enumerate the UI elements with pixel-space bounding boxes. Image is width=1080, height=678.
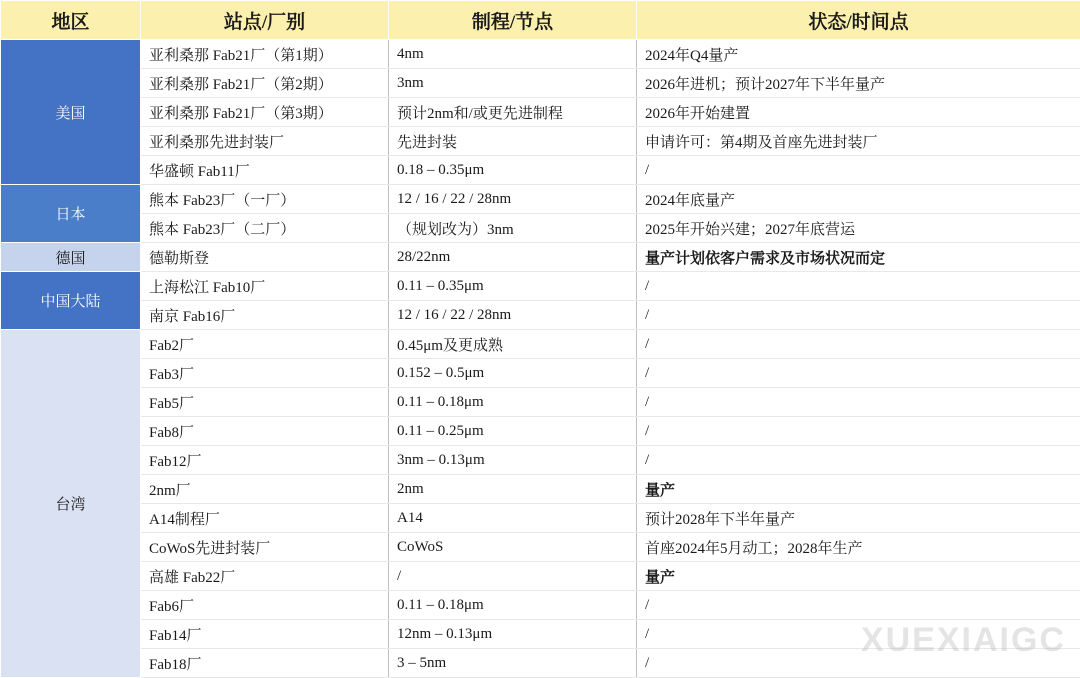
- table-row: [1, 127, 1080, 156]
- region-cell: 中国大陆: [1, 272, 141, 330]
- column-header-status: 状态/时间点: [637, 1, 1080, 40]
- region-cell: 德国: [1, 243, 141, 272]
- table-row: [1, 301, 1080, 330]
- site-cell: Fab3厂: [141, 359, 389, 388]
- table-body: [1, 40, 1080, 678]
- table-row: [1, 214, 1080, 243]
- status-cell: 2026年进机；预计2027年下半年量产: [637, 69, 1080, 98]
- status-cell: /: [637, 272, 1080, 301]
- table-row: [1, 649, 1080, 678]
- site-cell: 上海松江 Fab10厂: [141, 272, 389, 301]
- node-cell: 先进封装: [389, 127, 637, 156]
- status-cell: 量产计划依客户需求及市场状况而定: [637, 243, 1080, 272]
- table-row: [1, 504, 1080, 533]
- site-cell: 亚利桑那 Fab21厂（第3期）: [141, 98, 389, 127]
- site-cell: 亚利桑那 Fab21厂（第2期）: [141, 69, 389, 98]
- status-cell: 首座2024年5月动工；2028年生产: [637, 533, 1080, 562]
- node-cell: 0.45μm及更成熟: [389, 330, 637, 359]
- node-cell: 0.11 – 0.25μm: [389, 417, 637, 446]
- node-cell: 28/22nm: [389, 243, 637, 272]
- node-cell: 0.11 – 0.35μm: [389, 272, 637, 301]
- node-cell: 12 / 16 / 22 / 28nm: [389, 301, 637, 330]
- node-cell: 0.11 – 0.18μm: [389, 591, 637, 620]
- site-cell: Fab2厂: [141, 330, 389, 359]
- status-cell: 预计2028年下半年量产: [637, 504, 1080, 533]
- node-cell: 0.152 – 0.5μm: [389, 359, 637, 388]
- column-header-site: 站点/厂别: [141, 1, 389, 40]
- status-cell: 2026年开始建置: [637, 98, 1080, 127]
- site-cell: 亚利桑那先进封装厂: [141, 127, 389, 156]
- site-cell: 熊本 Fab23厂（二厂）: [141, 214, 389, 243]
- table-row: [1, 69, 1080, 98]
- status-cell: /: [637, 359, 1080, 388]
- table-row: [1, 446, 1080, 475]
- node-cell: 预计2nm和/或更先进制程: [389, 98, 637, 127]
- status-cell: 申请许可：第4期及首座先进封装厂: [637, 127, 1080, 156]
- status-cell: /: [637, 417, 1080, 446]
- site-cell: 华盛顿 Fab11厂: [141, 156, 389, 185]
- table-row: [1, 359, 1080, 388]
- status-cell: /: [637, 620, 1080, 649]
- node-cell: CoWoS: [389, 533, 637, 562]
- region-cell: 日本: [1, 185, 141, 243]
- table-row: [1, 388, 1080, 417]
- site-cell: Fab14厂: [141, 620, 389, 649]
- status-cell: 2024年Q4量产: [637, 40, 1080, 69]
- site-cell: Fab8厂: [141, 417, 389, 446]
- node-cell: 0.11 – 0.18μm: [389, 388, 637, 417]
- site-cell: CoWoS先进封装厂: [141, 533, 389, 562]
- site-cell: Fab6厂: [141, 591, 389, 620]
- site-cell: 高雄 Fab22厂: [141, 562, 389, 591]
- site-cell: A14制程厂: [141, 504, 389, 533]
- status-cell: /: [637, 388, 1080, 417]
- table-row: [1, 620, 1080, 649]
- table-row: [1, 591, 1080, 620]
- table-row: [1, 156, 1080, 185]
- node-cell: （规划改为）3nm: [389, 214, 637, 243]
- table-row: [1, 562, 1080, 591]
- status-cell: /: [637, 446, 1080, 475]
- site-cell: 2nm厂: [141, 475, 389, 504]
- status-cell: /: [637, 649, 1080, 678]
- status-cell: 量产: [637, 475, 1080, 504]
- node-cell: 4nm: [389, 40, 637, 69]
- site-cell: Fab18厂: [141, 649, 389, 678]
- site-cell: 亚利桑那 Fab21厂（第1期）: [141, 40, 389, 69]
- status-cell: 量产: [637, 562, 1080, 591]
- site-cell: 熊本 Fab23厂（一厂）: [141, 185, 389, 214]
- table-row: [1, 272, 1080, 301]
- status-cell: /: [637, 330, 1080, 359]
- region-cell: 台湾: [1, 330, 141, 678]
- node-cell: 3nm – 0.13μm: [389, 446, 637, 475]
- status-cell: 2024年底量产: [637, 185, 1080, 214]
- column-header-region: 地区: [1, 1, 141, 40]
- status-cell: 2025年开始兴建；2027年底营运: [637, 214, 1080, 243]
- table-header: [1, 1, 1080, 40]
- node-cell: A14: [389, 504, 637, 533]
- table-row: [1, 533, 1080, 562]
- column-header-node: 制程/节点: [389, 1, 637, 40]
- table-row: [1, 417, 1080, 446]
- table-row: [1, 475, 1080, 504]
- header-row: [1, 1, 1080, 40]
- site-cell: Fab12厂: [141, 446, 389, 475]
- node-cell: /: [389, 562, 637, 591]
- node-cell: 12 / 16 / 22 / 28nm: [389, 185, 637, 214]
- table-row: [1, 40, 1080, 69]
- status-cell: /: [637, 156, 1080, 185]
- node-cell: 12nm – 0.13μm: [389, 620, 637, 649]
- node-cell: 0.18 – 0.35μm: [389, 156, 637, 185]
- table-row: [1, 243, 1080, 272]
- table-row: [1, 330, 1080, 359]
- node-cell: 3nm: [389, 69, 637, 98]
- watermark-text: XUEXIAIGC: [861, 621, 1066, 660]
- status-cell: /: [637, 301, 1080, 330]
- table-row: [1, 185, 1080, 214]
- node-cell: 2nm: [389, 475, 637, 504]
- region-cell: 美国: [1, 40, 141, 185]
- site-cell: 南京 Fab16厂: [141, 301, 389, 330]
- site-cell: Fab5厂: [141, 388, 389, 417]
- table-row: [1, 98, 1080, 127]
- site-cell: 德勒斯登: [141, 243, 389, 272]
- status-cell: /: [637, 591, 1080, 620]
- node-cell: 3 – 5nm: [389, 649, 637, 678]
